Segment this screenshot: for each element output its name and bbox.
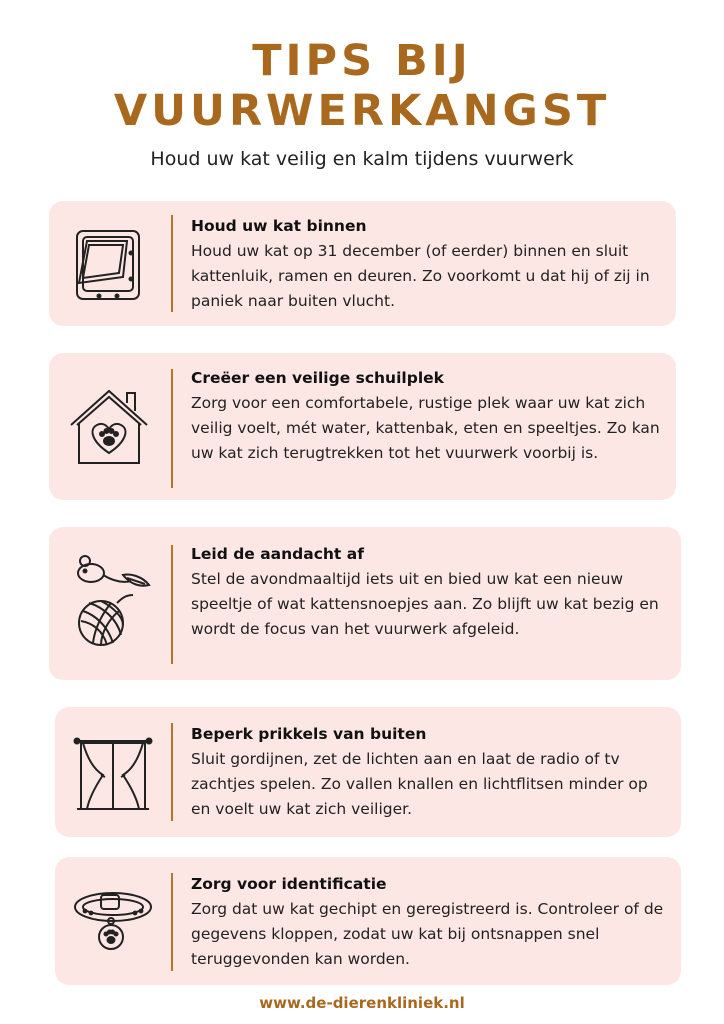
tip-body: Sluit gordijnen, zet de lichten aan en laat de radio of tv zachtjes spelen. Zo vallen knallen en lichtflitsen minder op en voelt uw kat zich veiliger. <box>191 750 648 818</box>
tip-body: Zorg voor een comfortabele, rustige plek waar uw kat zich veilig voelt, mét water, kattenbak, eten en speeltjes. Zo kan uw kat zich terugtrekken tot het vuurwerk voorbij is. <box>191 394 660 462</box>
tip-heading: Beperk prikkels van buiten <box>191 725 427 743</box>
tip-card-safe-hideout <box>49 353 676 500</box>
tip-divider <box>171 723 173 821</box>
website-link[interactable]: www.de-dierenkliniek.nl <box>259 994 465 1012</box>
tip-text <box>191 873 669 972</box>
tip-divider <box>171 215 173 312</box>
title-line-2: VUURWERKANGST <box>113 86 611 136</box>
subtitle: Houd uw kat veilig en kalm tijdens vuurwerk <box>150 148 574 170</box>
tip-text <box>191 543 667 642</box>
window-curtains-icon <box>73 735 153 815</box>
tip-body: Houd uw kat op 31 december (of eerder) binnen en sluit kattenluik, ramen en deuren. Zo voorkomt u dat hij of zij in paniek naar buiten vlucht. <box>191 242 650 310</box>
tip-text <box>191 723 669 822</box>
cat-flap-icon <box>69 223 149 303</box>
tip-body: Zorg dat uw kat gechipt en geregistreerd is. Controleer of de gegevens kloppen, zodat uw kat bij ontsnappen snel teruggevonden kan worden. <box>191 900 664 968</box>
tip-divider <box>171 369 173 488</box>
tip-body: Stel de avondmaaltijd iets uit en bied uw kat een nieuw speeltje of wat kattensnoepjes aan. Zo blijft uw kat bezig en wordt de focus van het vuurwerk afgeleid. <box>191 570 659 638</box>
tip-card-stay-inside <box>49 201 676 326</box>
tip-card-distraction <box>49 527 681 680</box>
house-heart-paw-icon <box>69 385 149 465</box>
tip-heading: Creëer een veilige schuilplek <box>191 369 444 387</box>
tip-card-identification <box>55 857 681 985</box>
tip-heading: Houd uw kat binnen <box>191 217 367 235</box>
collar-tag-icon <box>71 875 151 955</box>
tip-heading: Leid de aandacht af <box>191 545 364 563</box>
tip-text <box>191 367 661 466</box>
tip-divider <box>171 873 173 971</box>
title-line-1: TIPS BIJ <box>252 36 472 86</box>
tip-divider <box>171 545 173 664</box>
tip-card-limit-stimuli <box>55 707 681 837</box>
toy-mouse-yarn-icon <box>73 551 153 631</box>
tip-text <box>191 215 661 314</box>
tip-heading: Zorg voor identificatie <box>191 875 387 893</box>
